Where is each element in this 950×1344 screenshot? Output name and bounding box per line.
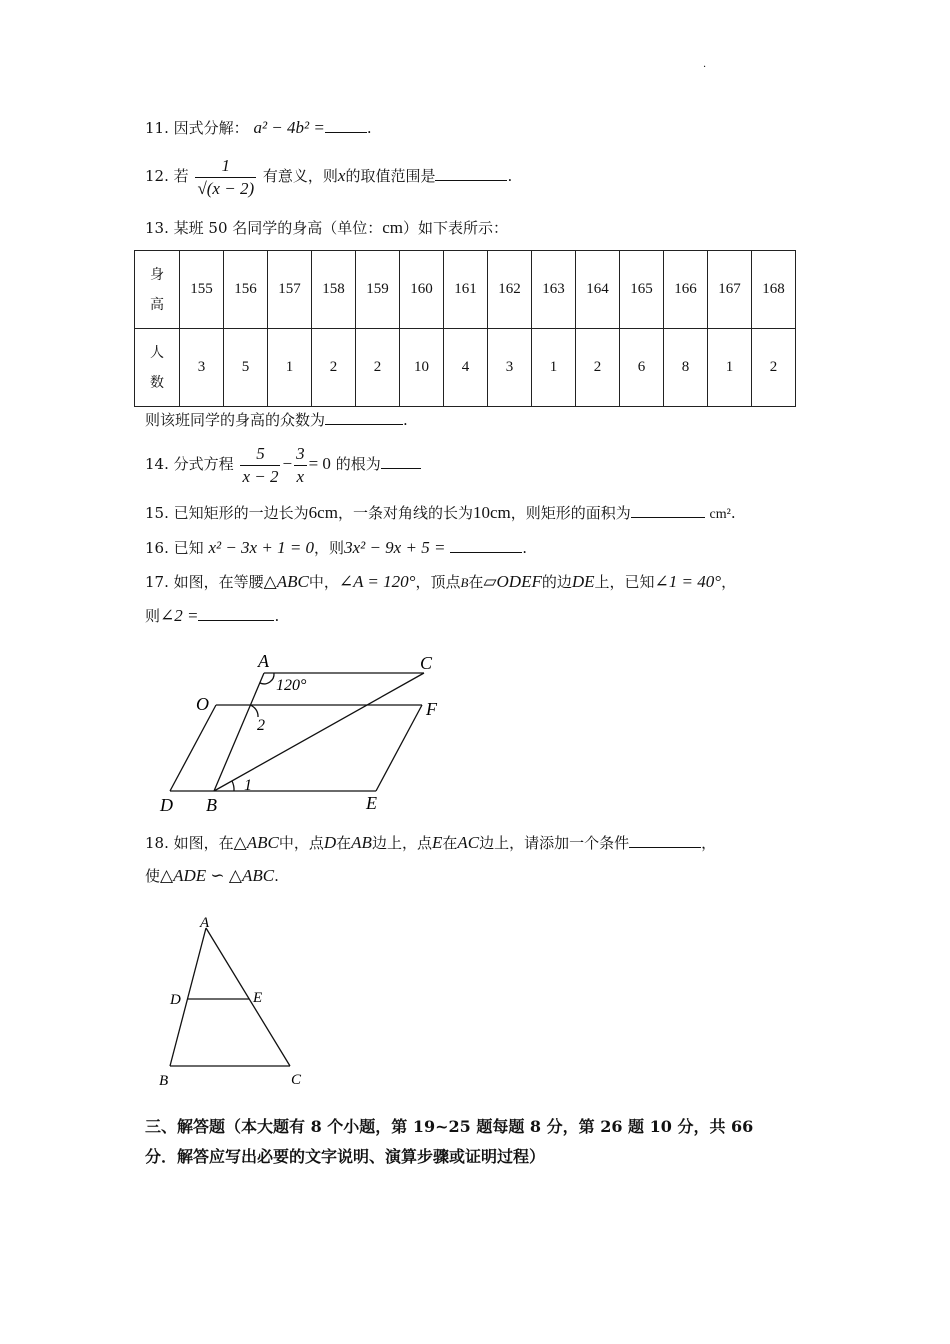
question-12: 12. 若 $\frac{1}{√(x - 2)}$ 有意义，则x的取值范围是 . bbox=[145, 155, 513, 198]
question-13: 13. 某班 50 名同学的身高（单位：cm）如下表所示： bbox=[145, 218, 509, 237]
count-cell: 10 bbox=[400, 329, 444, 407]
label-B: B bbox=[206, 795, 217, 815]
label-C: C bbox=[291, 1072, 302, 1088]
label-E: E bbox=[366, 793, 377, 813]
section-heading-line2: 分．解答应写出必要的文字说明、演算步骤或证明过程） bbox=[145, 1147, 546, 1166]
label-C: C bbox=[420, 653, 433, 673]
height-cell: 163 bbox=[532, 251, 576, 329]
question-15: 15. 已知矩形的一边长为6cm，一条对角线的长为10cm，则矩形的面积为 cm². bbox=[145, 503, 736, 522]
angle-mark-2 bbox=[250, 705, 258, 717]
label-F: F bbox=[426, 699, 437, 719]
question-17-line2: 则∠2 = . bbox=[145, 606, 280, 625]
count-cell: 2 bbox=[752, 329, 796, 407]
height-cell: 157 bbox=[268, 251, 312, 329]
label-B: B bbox=[159, 1073, 169, 1089]
row-label-height: 身 高 bbox=[135, 251, 180, 329]
count-cell: 1 bbox=[532, 329, 576, 407]
q14-fraction-2: $\frac{3}{x}$ bbox=[296, 443, 305, 486]
segment-FE bbox=[376, 705, 422, 791]
height-cell: 155 bbox=[180, 251, 224, 329]
label-A: A bbox=[258, 651, 269, 671]
height-cell: 156 bbox=[224, 251, 268, 329]
count-cell: 2 bbox=[312, 329, 356, 407]
answer-blank[interactable] bbox=[325, 410, 403, 425]
question-18-line2: 使△ADE ∽ △ABC. bbox=[145, 866, 279, 885]
count-cell: 6 bbox=[620, 329, 664, 407]
height-cell: 167 bbox=[708, 251, 752, 329]
label-angle-1: 1 bbox=[244, 777, 252, 794]
question-16: 16. 已知 x² − 3x + 1 = 0，则3x² − 9x + 5 = . bbox=[145, 538, 527, 557]
label-E: E bbox=[253, 990, 263, 1006]
label-O: O bbox=[196, 694, 209, 714]
figure-18 bbox=[150, 908, 320, 1093]
q12-fraction: $\frac{1}{√(x - 2)}$ bbox=[197, 155, 255, 198]
answer-blank[interactable] bbox=[631, 503, 705, 518]
segment-OD bbox=[170, 705, 216, 791]
height-cell: 166 bbox=[664, 251, 708, 329]
q11-expression: a² − 4b² = bbox=[253, 118, 325, 137]
answer-blank[interactable] bbox=[435, 166, 507, 181]
label-angle-2: 2 bbox=[257, 717, 265, 734]
count-cell: 3 bbox=[488, 329, 532, 407]
question-14: 14. 分式方程 $\frac{5}{x - 2}$ − $\frac{3}{x}$ = 0 的根为 bbox=[145, 438, 421, 490]
answer-blank[interactable] bbox=[198, 606, 274, 621]
count-cell: 4 bbox=[444, 329, 488, 407]
figure-17 bbox=[150, 645, 460, 820]
height-cell: 164 bbox=[576, 251, 620, 329]
count-cell: 5 bbox=[224, 329, 268, 407]
height-cell: 159 bbox=[356, 251, 400, 329]
q14-fraction-1: $\frac{5}{x - 2}$ bbox=[242, 443, 279, 486]
count-cell: 2 bbox=[576, 329, 620, 407]
label-D: D bbox=[160, 795, 173, 815]
answer-blank[interactable] bbox=[325, 118, 367, 133]
angle-mark-1 bbox=[232, 781, 234, 791]
height-cell: 160 bbox=[400, 251, 444, 329]
height-cell: 161 bbox=[444, 251, 488, 329]
height-cell: 165 bbox=[620, 251, 664, 329]
answer-blank[interactable] bbox=[450, 538, 522, 553]
count-cell: 2 bbox=[356, 329, 400, 407]
height-cell: 162 bbox=[488, 251, 532, 329]
count-cell: 3 bbox=[180, 329, 224, 407]
label-D: D bbox=[170, 992, 181, 1008]
label-A: A bbox=[200, 915, 210, 931]
page-mark: · bbox=[703, 62, 707, 73]
answer-blank[interactable] bbox=[629, 833, 701, 848]
count-cell: 8 bbox=[664, 329, 708, 407]
height-table bbox=[134, 250, 796, 407]
count-cell: 1 bbox=[708, 329, 752, 407]
question-11: 11. 因式分解： a² − 4b² = . bbox=[145, 118, 372, 137]
question-18: 18. 如图，在△ABC中，点D在AB边上，点E在AC边上，请添加一个条件 ， bbox=[145, 833, 717, 852]
label-120: 120° bbox=[276, 677, 307, 694]
count-cell: 1 bbox=[268, 329, 312, 407]
height-cell: 158 bbox=[312, 251, 356, 329]
section-heading: 三、解答题（本大题有 8 个小题，第 19~25 题每题 8 分，第 26 题 10 分，共 66 bbox=[145, 1117, 754, 1136]
row-label-count: 人 数 bbox=[135, 329, 180, 407]
answer-blank[interactable] bbox=[381, 454, 421, 469]
segment-BC bbox=[214, 673, 424, 791]
height-cell: 168 bbox=[752, 251, 796, 329]
question-17: 17. 如图，在等腰△ABC中，∠A = 120°，顶点B在▱ODEF的边DE上，已知∠1 = 40°， bbox=[145, 572, 737, 591]
segment-AC bbox=[206, 928, 290, 1066]
question-13-followup: 则该班同学的身高的众数为 . bbox=[145, 411, 408, 429]
